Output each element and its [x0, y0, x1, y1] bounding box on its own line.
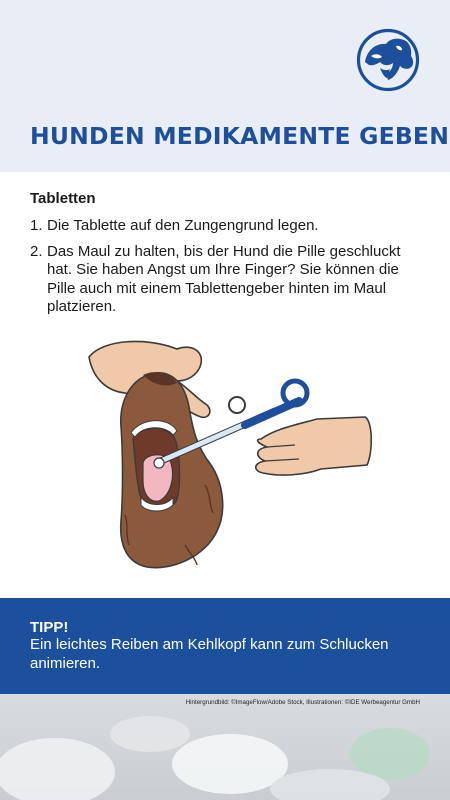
list-item: [30, 243, 425, 317]
page-title: HUNDEN MEDIKAMENTE GEBEN: [30, 122, 450, 150]
step-number: 2.: [30, 242, 43, 260]
background-photo: [0, 694, 450, 800]
step-text: Die Tablette auf den Zungengrund legen.: [47, 217, 319, 234]
steps-list: [30, 217, 425, 317]
tip-box: [0, 598, 450, 694]
section-heading: Tabletten: [30, 190, 96, 207]
dog-pill-giver-illustration: [85, 335, 385, 580]
pills-photo-image: [0, 694, 450, 800]
header: [0, 0, 450, 172]
dog-cat-logo-icon: [356, 28, 420, 92]
image-credit: Hintergrundbild: ©ImageFlow/Adobe Stock, Illustrationen: ©IDE Werbeagentur GmbH: [185, 699, 420, 706]
list-item: [30, 217, 425, 236]
step-number: 1.: [30, 217, 43, 234]
instructions: [30, 190, 425, 324]
tip-text: Ein leichtes Reiben am Kehlkopf kann zum Schlucken animieren.: [30, 636, 389, 672]
tip-heading: TIPP!: [30, 619, 69, 636]
step-text: Das Maul zu halten, bis der Hund die Pille geschluckt hat. Sie haben Angst um Ihre Finger? Sie können die Pille auch mit einem Tablettengeber hinten im Maul platzieren.: [47, 242, 401, 315]
